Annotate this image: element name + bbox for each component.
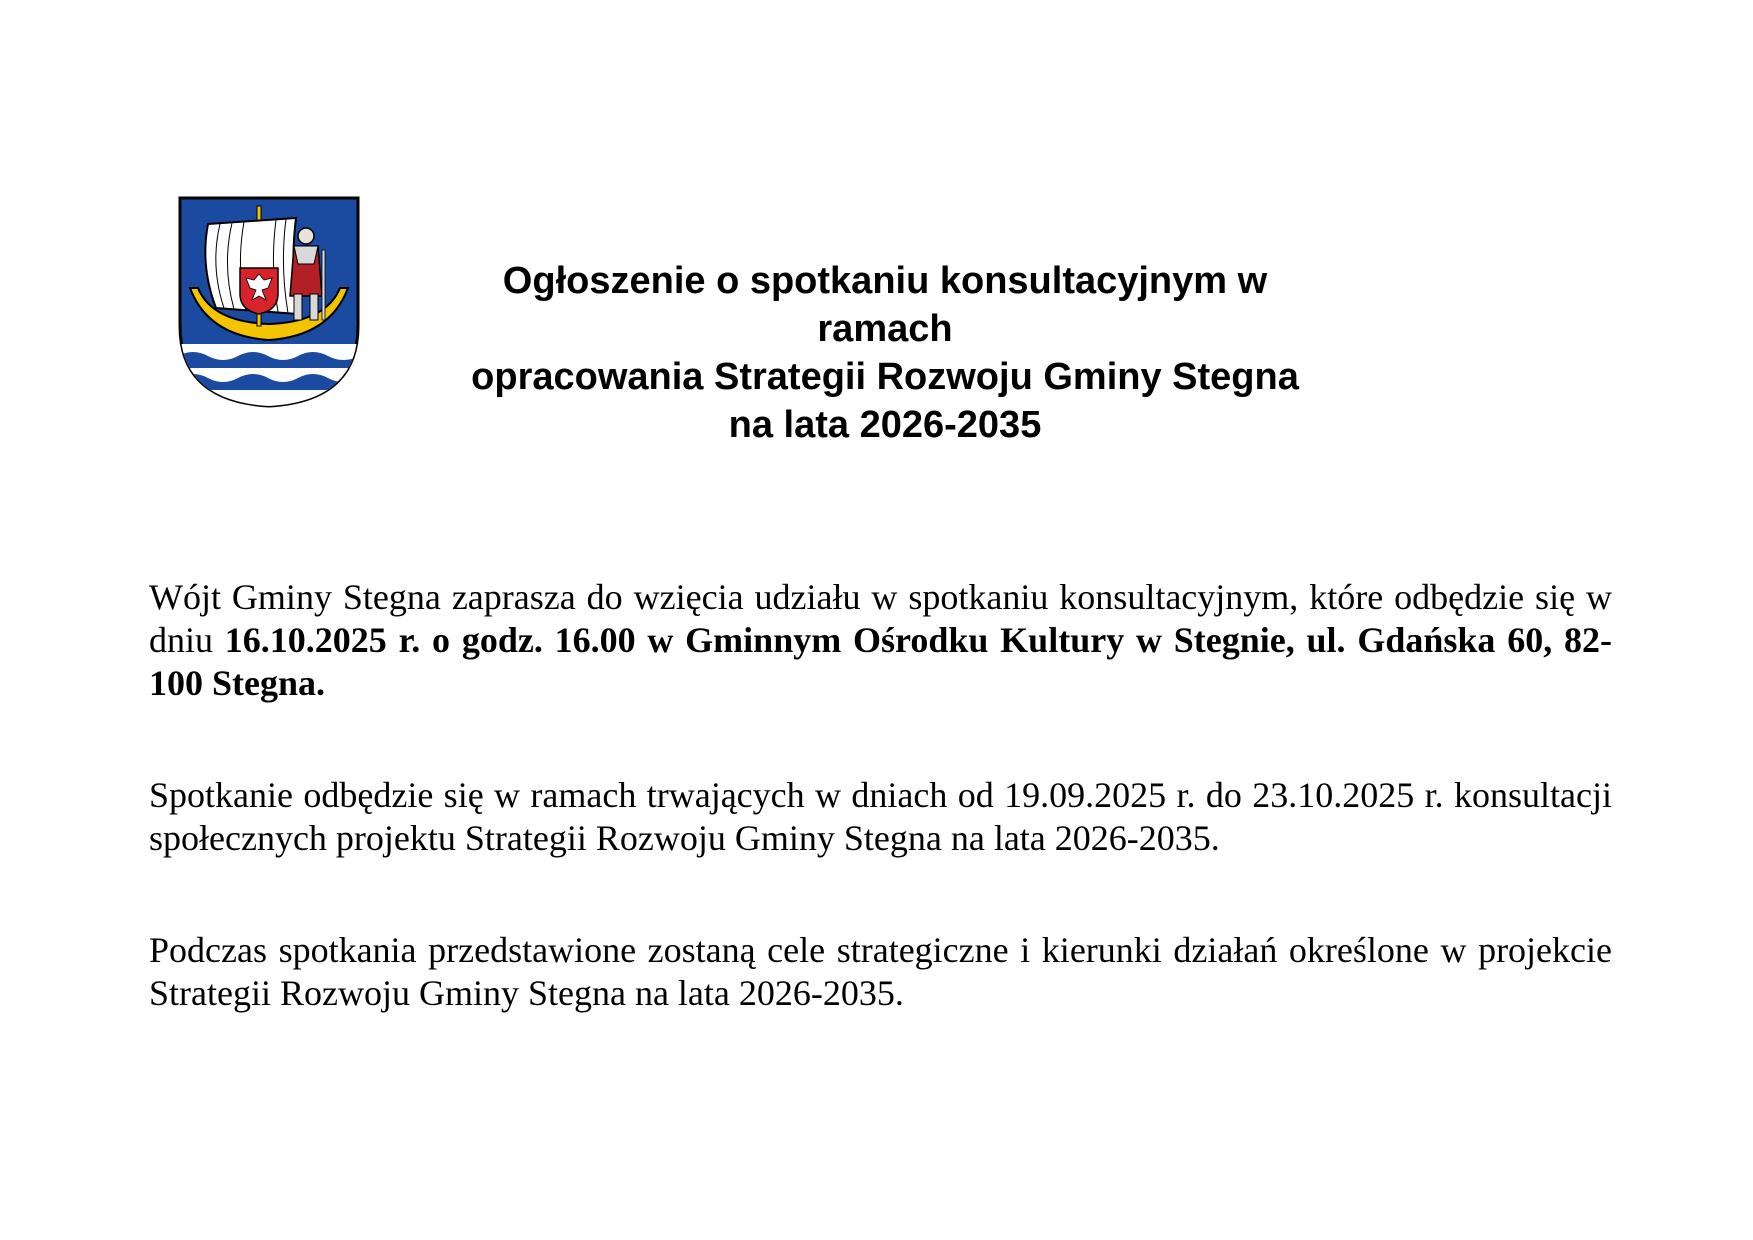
meeting-agenda-paragraph: Podczas spotkania przedstawione zostaną cele strategiczne i kierunki działań określone w projekcie Strategii Rozwoju Gminy Stegna na lata 2026-2035.: [149, 930, 1612, 1013]
meeting-details: 16.10.2025 r. o godz. 16.00 w Gminnym Ośrodku Kultury w Stegnie, ul. Gdańska 60, 82-100 Stegna.: [149, 620, 1612, 703]
consultation-period-paragraph: Spotkanie odbędzie się w ramach trwających w dniach od 19.09.2025 r. do 23.10.2025 r. konsultacji społecznych projektu Strategii Rozwoju Gminy Stegna na lata 2026-2035.: [149, 775, 1612, 858]
coat-of-arms-icon: [178, 196, 360, 408]
title-line-2: opracowania Strategii Rozwoju Gminy Stegna: [471, 356, 1299, 398]
invitation-paragraph: [149, 576, 1612, 705]
title-line-1: Ogłoszenie o spotkaniu konsultacyjnym w ramach: [502, 260, 1268, 350]
announcement-title: [440, 257, 1330, 449]
title-line-3: na lata 2026-2035: [728, 404, 1042, 446]
invitation-intro: Wójt Gminy Stegna zaprasza do wzięcia udziału w spotkaniu konsultacyjnym, które odbędzie się w dniu: [149, 577, 1612, 660]
